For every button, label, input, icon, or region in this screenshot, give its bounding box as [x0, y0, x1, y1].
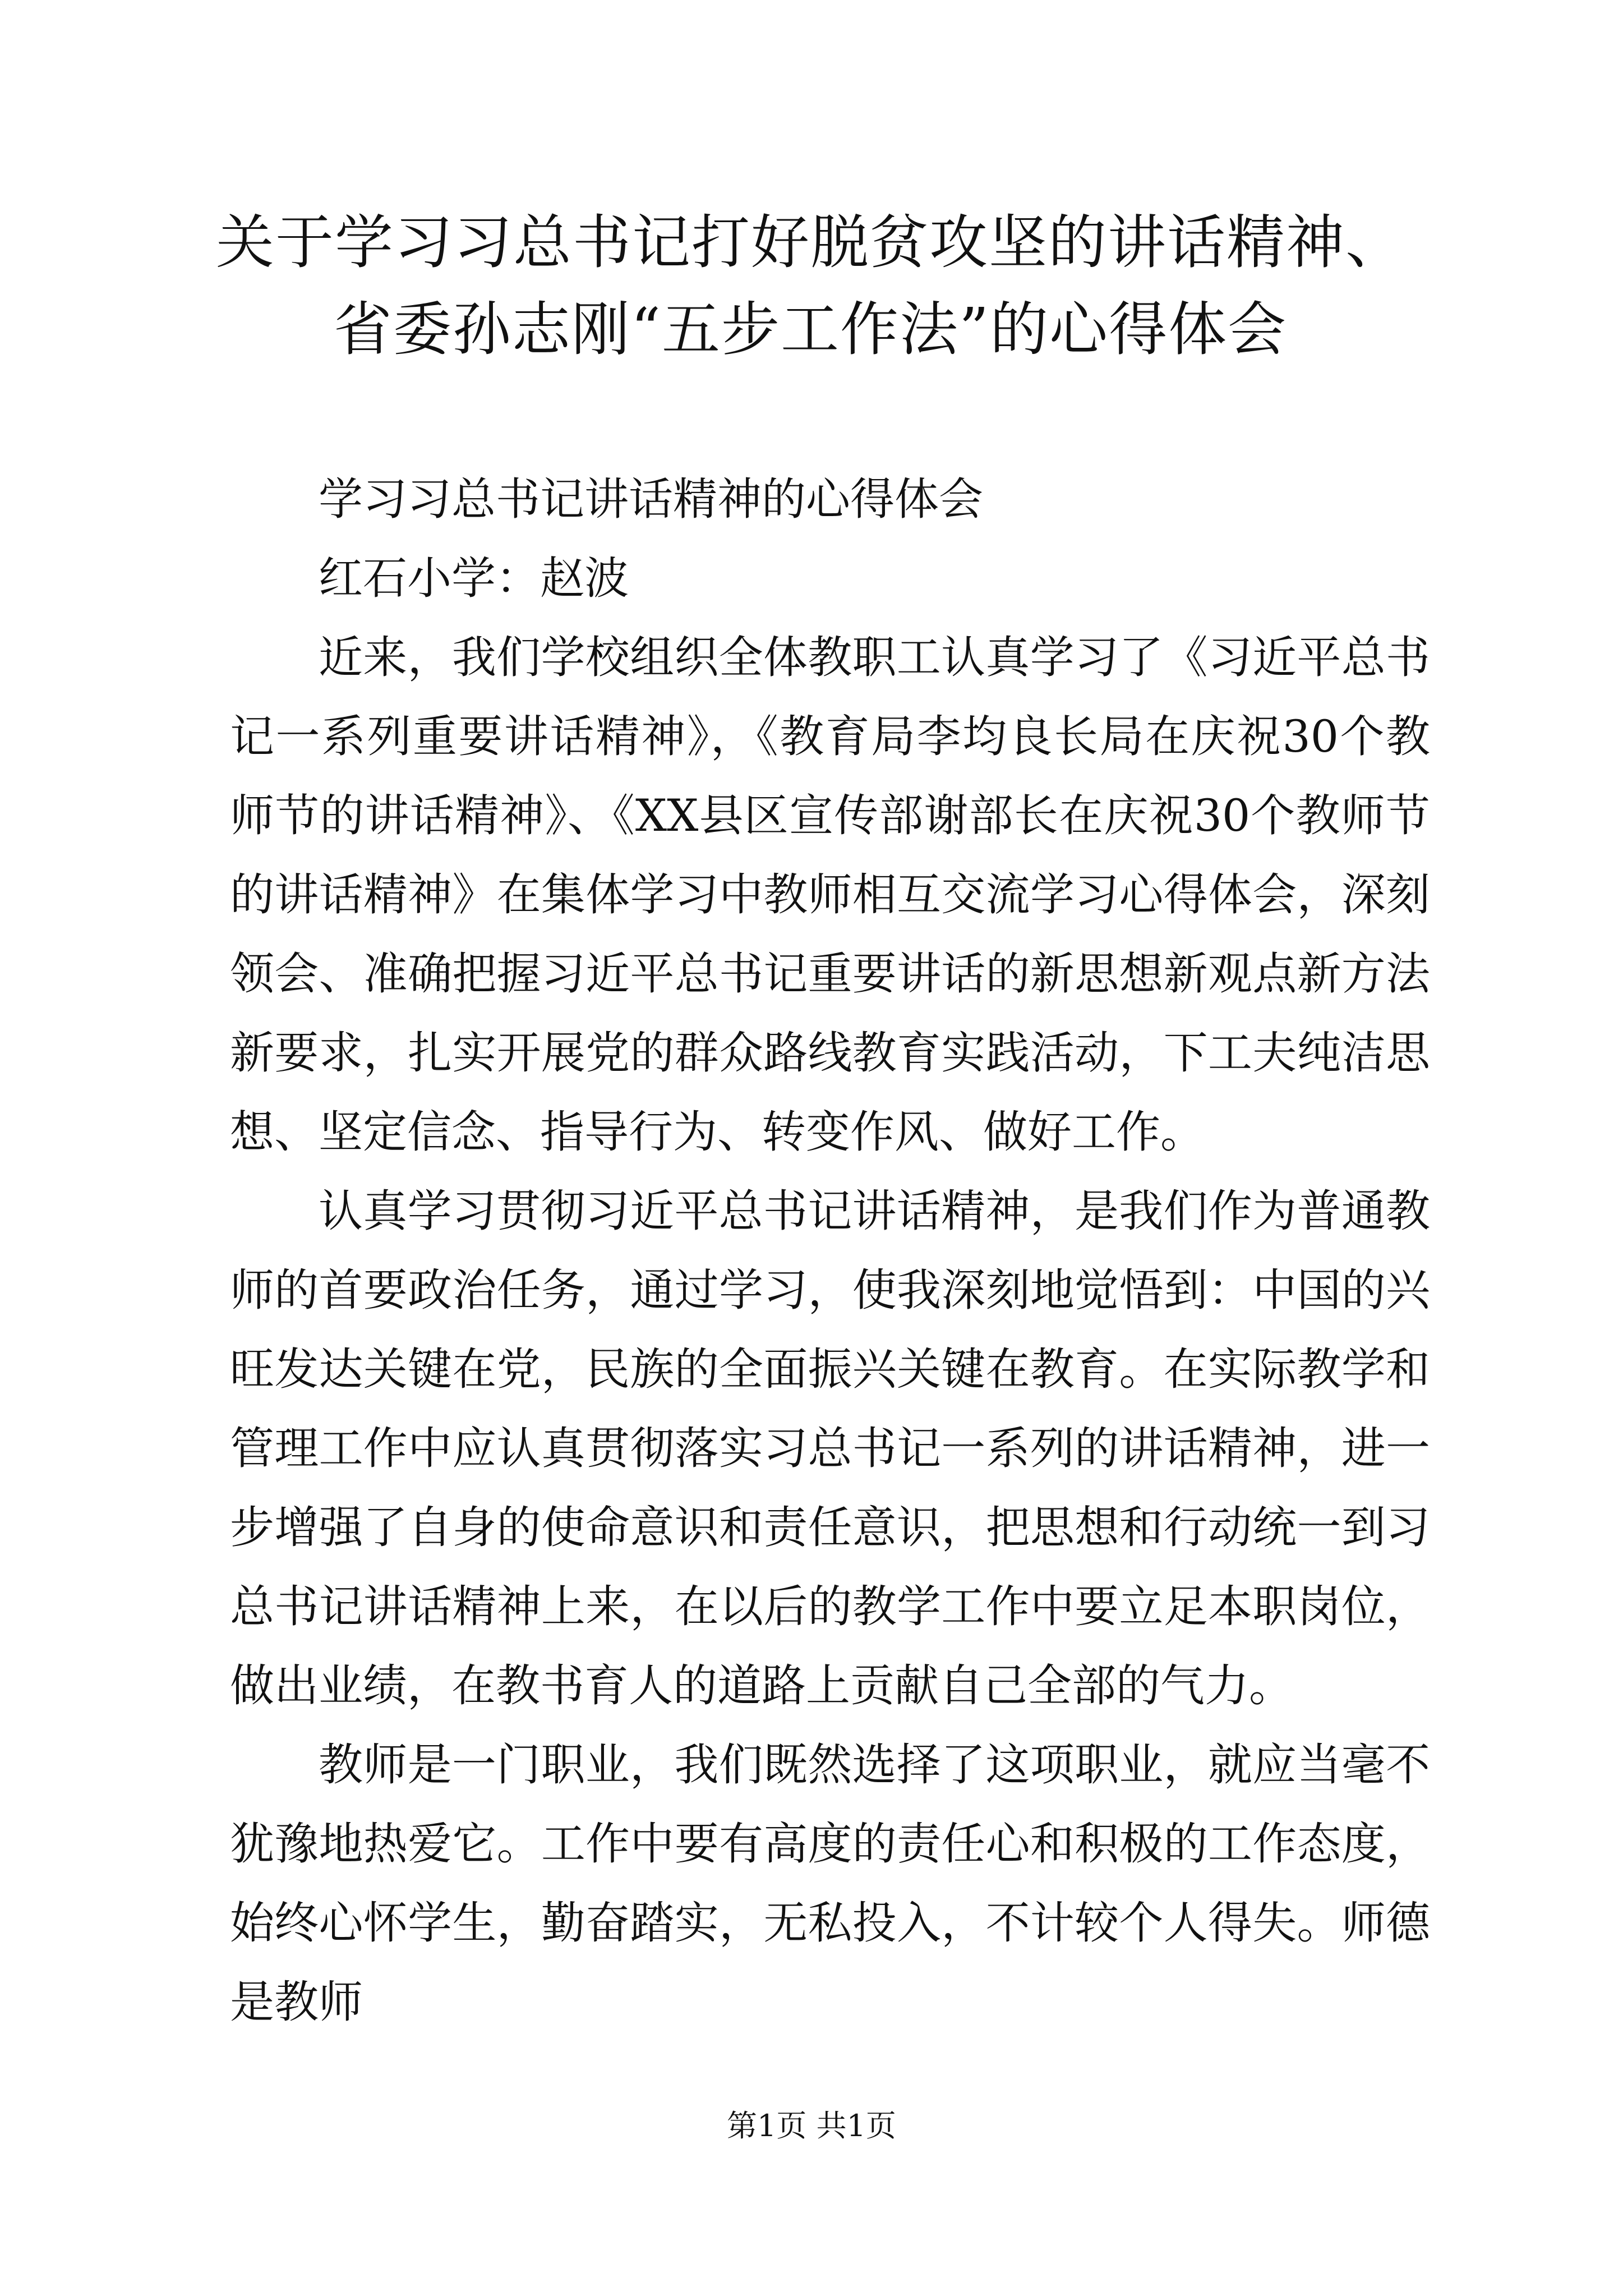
author-line: 红石小学：赵波 — [319, 553, 629, 604]
title-line-1: 关于学习习总书记打好脱贫攻坚的讲话精神、 — [215, 208, 1405, 277]
paragraph-2: 认真学习贯彻习近平总书记讲话精神，是我们作为普通教师的首要政治任务，通过学习，使我深刻地觉悟到：中国的兴旺发达关键在党，民族的全面振兴关键在教育。在实际教学和管理工作中应认真贯彻落实习总书记一系列的讲话精神，进一步增强了自身的使命意识和责任意识，把思想和行动统一到习总书记讲话精神上来，在以后的教学工作中要立足本职岗位，做出业绩，在教书育人的道路上贡献自己全部的气力。 — [230, 1185, 1430, 1711]
subtitle: 学习习总书记讲话精神的心得体会 — [319, 473, 983, 525]
document-title — [168, 199, 1453, 373]
page-footer: 第1页 共1页 — [727, 2108, 896, 2143]
paragraph-1: 近来，我们学校组织全体教职工认真学习了《习近平总书记一系列重要讲话精神》，《教育局李均良长局在庆祝30个教师节的讲话精神》、《XX县区宣传部谢部长在庆祝30个教师节的讲话精神》在集体学习中教师相互交流学习心得体会，深刻领会、准确把握习近平总书记重要讲话的新思想新观点新方法新要求，扎实开展党的群众路线教育实践活动，下工夫纯洁思想、坚定信念、指导行为、转变作风、做好工作。 — [230, 632, 1430, 1158]
document-body — [230, 460, 1430, 2042]
title-line-2: 省委孙志刚“五步工作法”的心得体会 — [333, 295, 1288, 364]
paragraph-3: 教师是一门职业，我们既然选择了这项职业，就应当毫不犹豫地热爱它。工作中要有高度的责任心和积极的工作态度，始终心怀学生，勤奋踏实，无私投入，不计较个人得失。师德是教师 — [230, 1739, 1430, 2028]
